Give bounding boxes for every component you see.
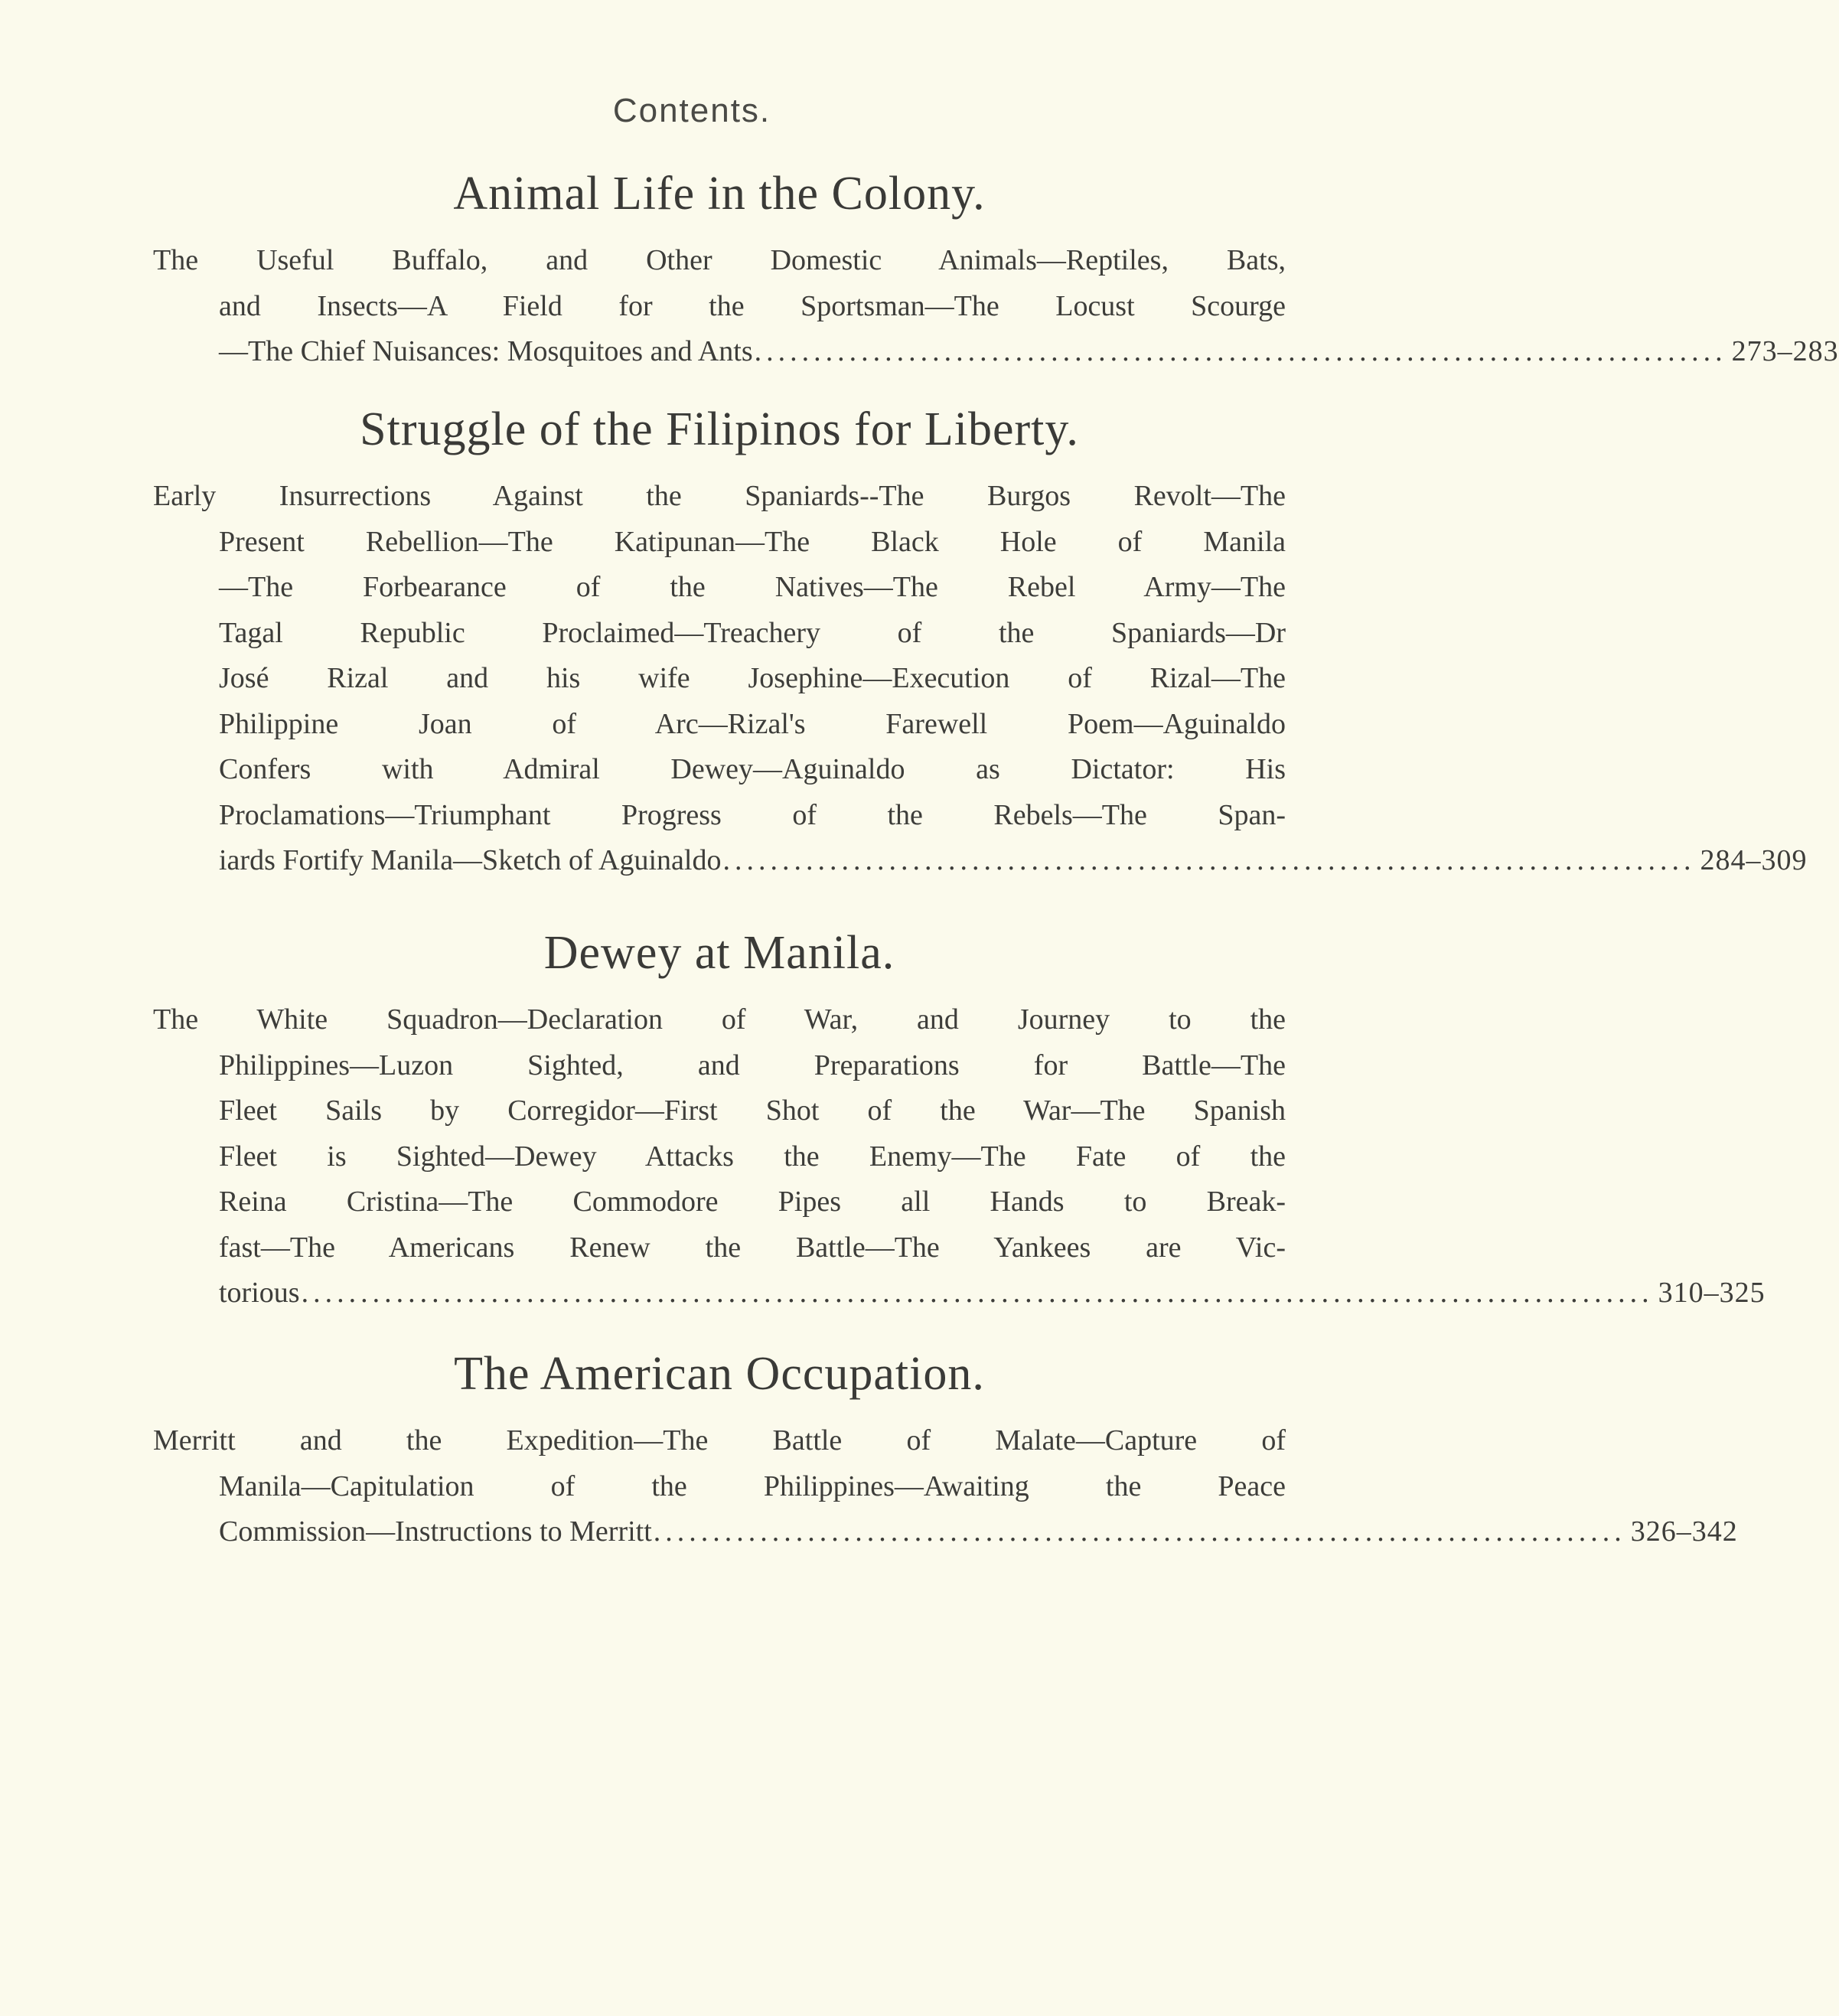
entry-line: Reina Cristina—The Commodore Pipes all Hands to Break-: [219, 1186, 1286, 1218]
section-title: The American Occupation.: [454, 1348, 985, 1400]
entry-line: —The Forbearance of the Natives—The Rebel Army—The: [219, 571, 1286, 603]
entry-line: Proclamations—Triumphant Progress of the Rebels—The Span-: [219, 798, 1286, 831]
entry-line: Fleet is Sighted—Dewey Attacks the Enemy—The Fate of the: [219, 1140, 1286, 1173]
entry-line: José Rizal and his wife Josephine—Execution of Rizal—The: [219, 662, 1286, 694]
page-range: 273–283: [1731, 335, 1839, 367]
toc-section-animal-life: [153, 167, 1839, 375]
dot-leader: ..................................................................................: [754, 335, 1727, 367]
section-title: Dewey at Manila.: [543, 927, 895, 979]
entry-last-line: [153, 838, 1808, 884]
entry-line: iards Fortify Manila—Sketch of Aguinaldo: [219, 844, 722, 876]
dot-leader: ..................................................................................: [722, 844, 1696, 876]
entry-last-line: [153, 1271, 1766, 1316]
entry-line: and Insects—A Field for the Sportsman—The Locust Scourge: [219, 289, 1286, 322]
page-range: 326–342: [1630, 1515, 1738, 1548]
toc-entry: [153, 238, 1839, 375]
dot-leader: ..................................................................................: [653, 1515, 1626, 1548]
toc-section-dewey-at-manila: [153, 926, 1766, 1316]
entry-line: Manila—Capitulation of the Philippines—Awaiting the Peace: [219, 1470, 1286, 1502]
toc-entry: [153, 1418, 1738, 1555]
entry-line: Confers with Admiral Dewey—Aguinaldo as Dictator: His: [219, 753, 1286, 785]
entry-line: torious: [219, 1277, 300, 1309]
entry-line: Merritt and the Expedition—The Battle of Malate—Capture of: [153, 1424, 1286, 1457]
entry-line: fast—The Americans Renew the Battle—The Yankees are Vic-: [219, 1231, 1286, 1264]
toc-section-american-occupation: [153, 1347, 1738, 1555]
section-title: Animal Life in the Colony.: [453, 168, 986, 220]
entry-line: —The Chief Nuisances: Mosquitoes and Ants: [219, 335, 753, 367]
entry-line: Philippines—Luzon Sighted, and Preparations for Battle—The: [219, 1049, 1286, 1081]
entry-line: The Useful Buffalo, and Other Domestic Animals—Reptiles, Bats,: [153, 244, 1286, 276]
dot-leader: ..................................................................................................................: [301, 1277, 1654, 1309]
entry-last-line: [153, 1509, 1738, 1555]
entry-line: Philippine Joan of Arc—Rizal's Farewell Poem—Aguinaldo: [219, 707, 1286, 740]
toc-entry: [153, 997, 1766, 1316]
entry-last-line: [153, 329, 1839, 375]
entry-line: Commission—Instructions to Merritt: [219, 1515, 652, 1548]
running-head: Contents.: [612, 92, 771, 129]
entry-line: Fleet Sails by Corregidor—First Shot of the War—The Spanish: [219, 1094, 1286, 1127]
entry-line: Tagal Republic Proclaimed—Treachery of the Spaniards—Dr: [219, 616, 1286, 649]
toc-section-struggle-for-liberty: [153, 403, 1808, 884]
toc-entry: [153, 474, 1808, 884]
entry-line: Early Insurrections Against the Spaniards--The Burgos Revolt—The: [153, 480, 1286, 512]
entry-line: The White Squadron—Declaration of War, and Journey to the: [153, 1003, 1286, 1036]
page-range: 284–309: [1700, 844, 1808, 876]
entry-line: Present Rebellion—The Katipunan—The Black Hole of Manila: [219, 525, 1286, 558]
page-range: 310–325: [1658, 1277, 1766, 1309]
section-title: Struggle of the Filipinos for Liberty.: [360, 403, 1079, 455]
